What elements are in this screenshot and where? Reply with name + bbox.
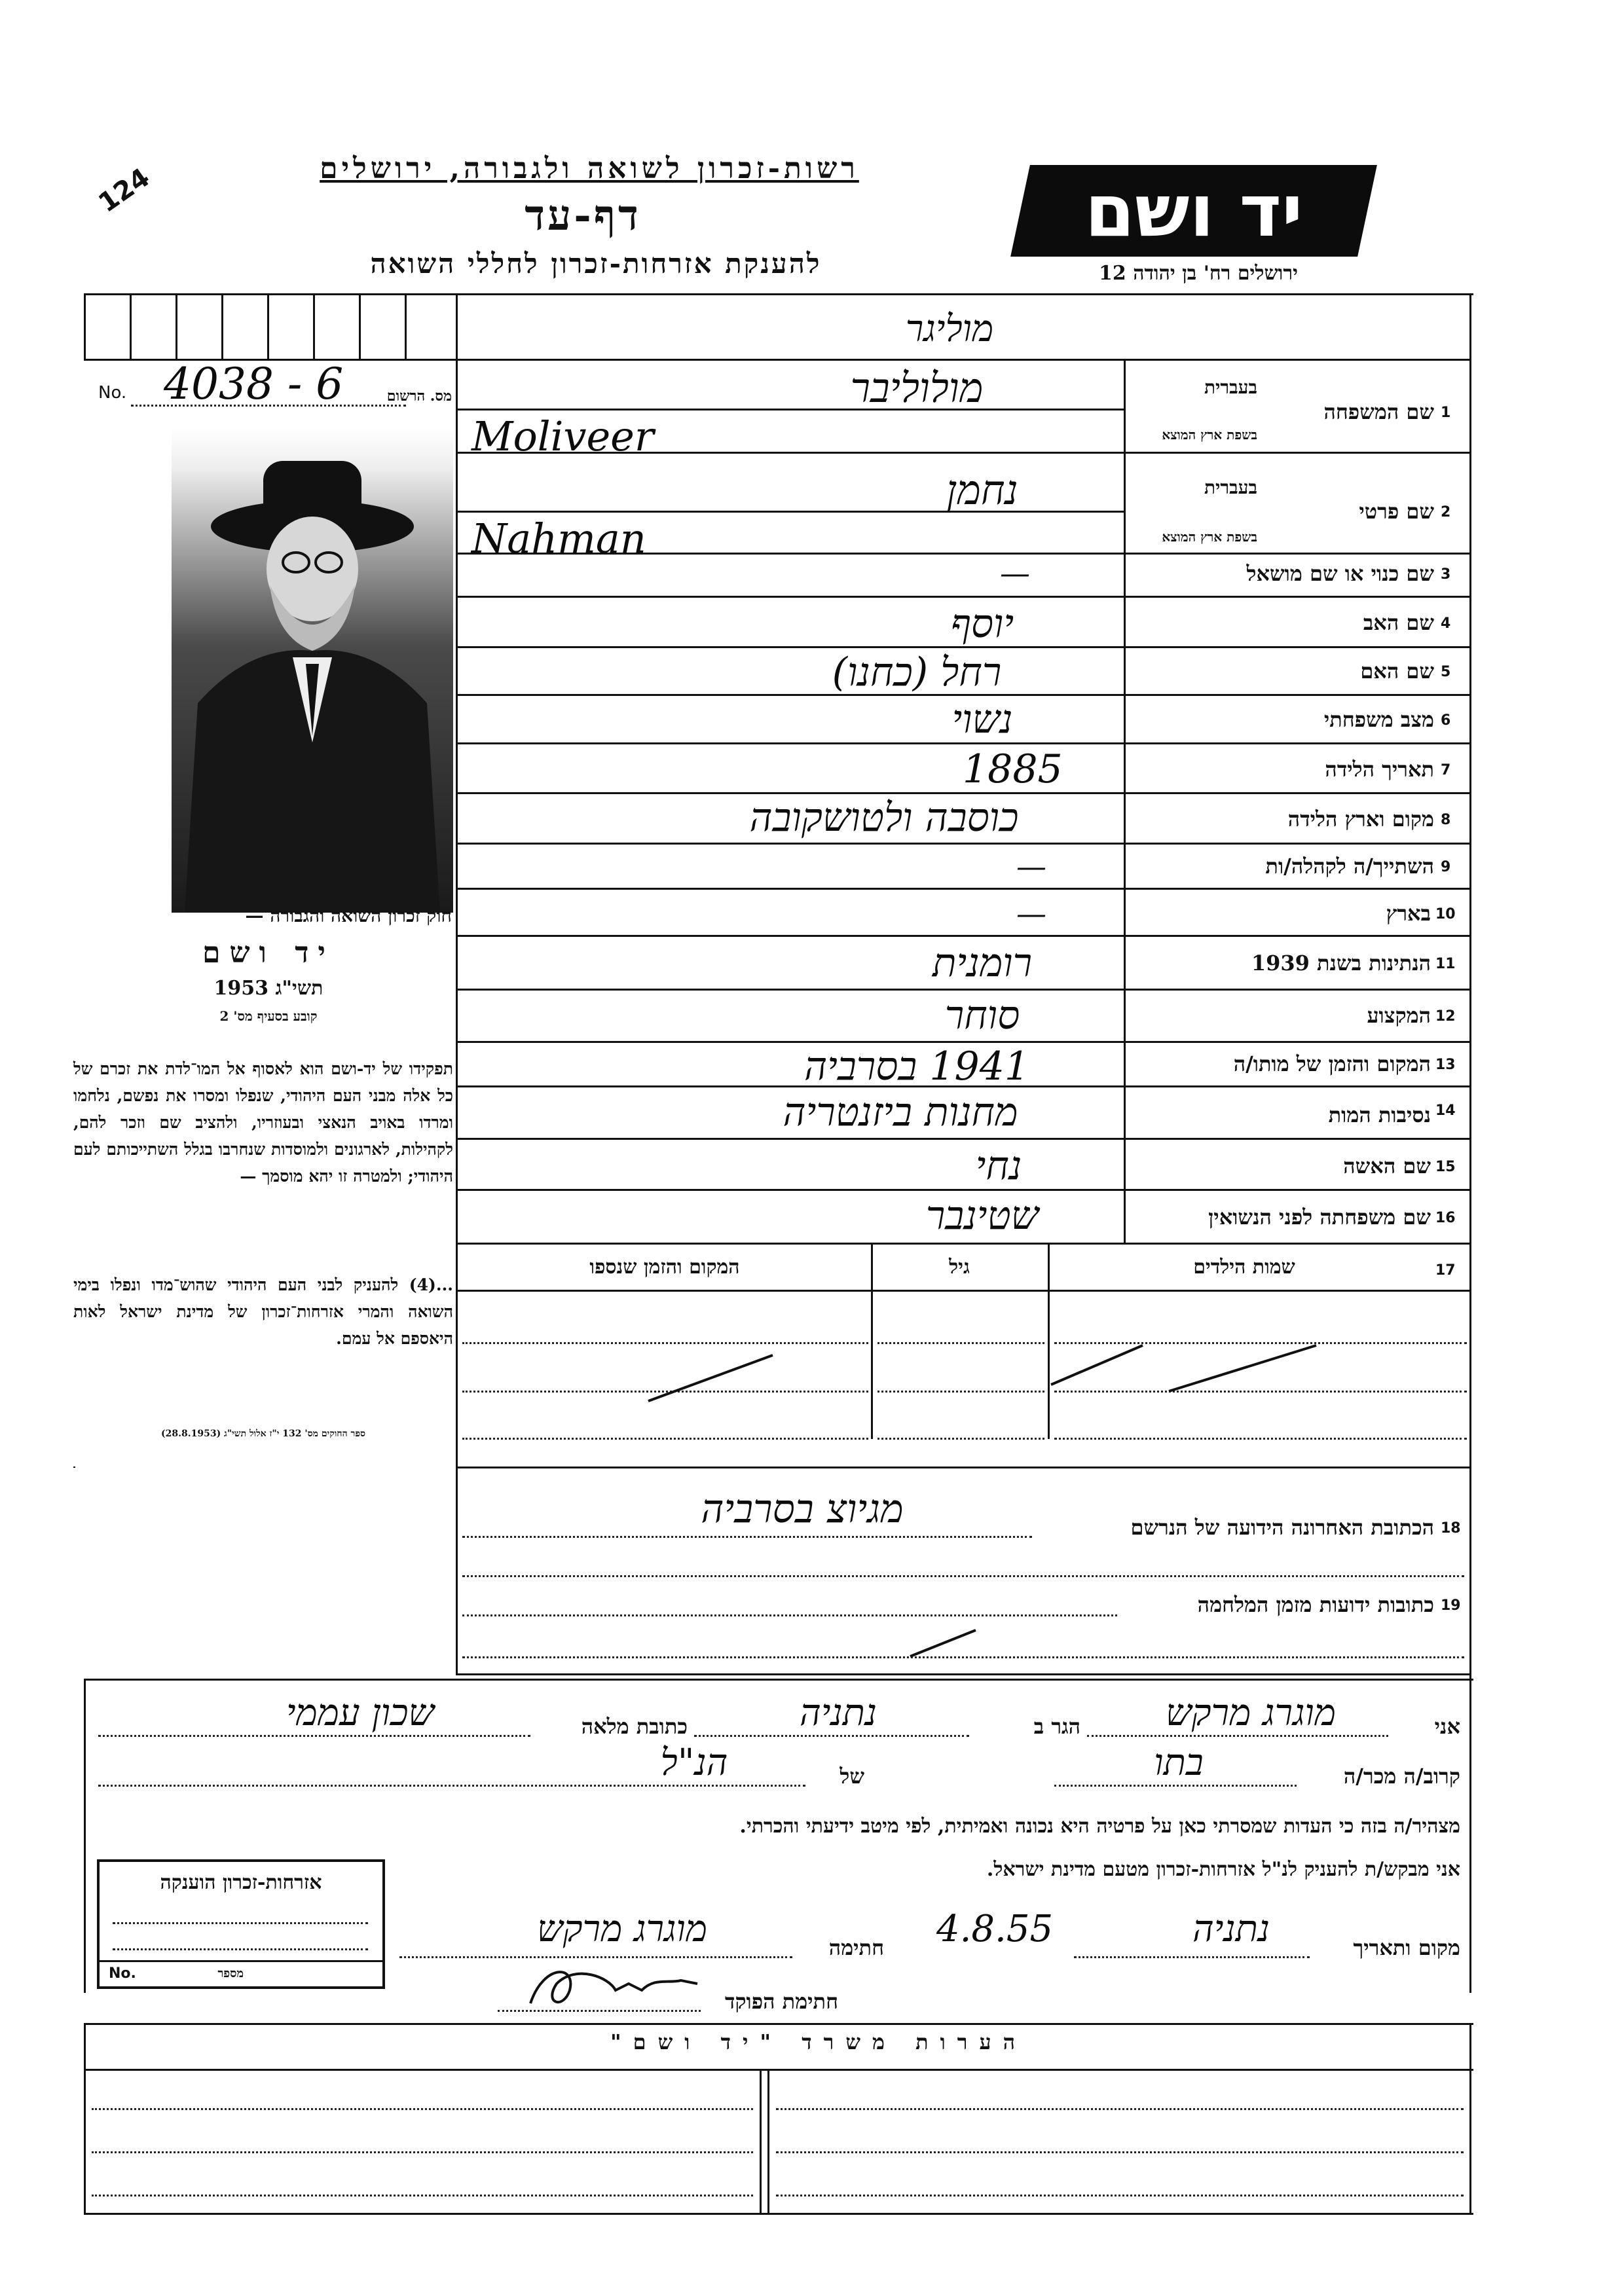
field-1-number: 1 xyxy=(1441,405,1451,421)
field-14-number: 14 xyxy=(1435,1102,1456,1119)
field-5-number: 5 xyxy=(1441,664,1451,680)
photo-caption-name: יד ושם xyxy=(202,936,335,970)
field-2-value-hebrew[interactable]: נחמן xyxy=(946,466,1018,514)
field-7-value[interactable]: 1885 xyxy=(963,746,1063,792)
field-10-number: 10 xyxy=(1435,906,1456,922)
field-16-number: 16 xyxy=(1435,1210,1456,1226)
registration-number-label: מס. הרשום xyxy=(386,388,452,405)
declarant-name-value[interactable]: מוגרג מרקש xyxy=(1165,1692,1337,1734)
declaration-gar-b: הגר ב xyxy=(1033,1714,1080,1739)
field-1-sub-origin: בשפת ארץ המוצא xyxy=(1162,427,1257,443)
signature-label: חתימה xyxy=(828,1935,884,1960)
logo-text: יד ושם xyxy=(1084,169,1303,253)
relative-label: קרוב/ה מכר/ה xyxy=(1343,1764,1460,1789)
children-col-place: המקום והזמן שנספו xyxy=(589,1256,740,1279)
field-16-value[interactable]: שטינבר xyxy=(925,1193,1039,1239)
photo-caption-year: תשי"ג 1953 xyxy=(213,977,323,1000)
field-10-value[interactable]: — xyxy=(1016,896,1046,931)
field-8-label: מקום וארץ הלידה xyxy=(1287,807,1434,831)
field-1-value-latin[interactable]: Moliveer xyxy=(471,412,654,460)
field-1-sub-hebrew: בעברית xyxy=(1204,376,1257,398)
portrait-photo xyxy=(172,428,453,913)
law-text-paragraph-2: ...(4) להעניק לבני העם היהודי שהוש־מדו ונפלו בימי השואה והמרי אזרחות־זכרון של מדינת ישראל לאות היאספם אל עמם. xyxy=(73,1275,453,1348)
field-2-value-latin[interactable]: Nahman xyxy=(471,515,646,562)
photo-caption-clause: קובע בסעיף מס' 2 xyxy=(219,1008,318,1024)
granted-stamp-title: אזרחות-זכרון הוענקה xyxy=(160,1871,322,1894)
field-13-value[interactable]: 1941 בסרביה xyxy=(803,1044,1030,1089)
field-8-value[interactable]: כוסבה ולטושקובה xyxy=(749,795,1019,841)
children-strike-marks xyxy=(458,1293,1470,1444)
corner-stamp-number: 124 xyxy=(93,162,156,219)
field-18-number: 18 xyxy=(1441,1520,1461,1537)
law-text-footnote: ספר החוקים מס' 132 י"ז אלול תשי"ג (28.8.1953) xyxy=(161,1429,365,1439)
field-8-number: 8 xyxy=(1441,812,1451,828)
field-9-value[interactable]: — xyxy=(1016,848,1046,884)
address: ירושלים רח' בן יהודה 12 xyxy=(1099,262,1298,285)
form-subtitle: להענקת אזרחות-זכרון לחללי השואה xyxy=(370,247,822,280)
of-label: של xyxy=(840,1764,864,1789)
place-value[interactable]: נתניה xyxy=(1192,1908,1270,1950)
registration-number-value: 4038 - 6 xyxy=(164,359,344,409)
field-1-label: שם המשפחה xyxy=(1323,399,1434,424)
officer-signature-label: חתימת הפוקד xyxy=(725,1989,838,2014)
field-12-number: 12 xyxy=(1435,1008,1456,1025)
field-7-number: 7 xyxy=(1441,762,1451,778)
field-19-label: כתובות ידועות מזמן המלחמה xyxy=(1197,1592,1434,1617)
field-19-strike-mark xyxy=(904,1624,982,1663)
field-6-number: 6 xyxy=(1441,712,1451,729)
field-4-number: 4 xyxy=(1441,615,1451,632)
of-value[interactable]: הנ"ל xyxy=(660,1741,728,1784)
photo-caption-law: חוק זכרון השואה והגבורה — xyxy=(245,905,452,926)
field-9-label: השתייך/ה לקהלה/ות xyxy=(1265,854,1434,879)
field-2-number: 2 xyxy=(1441,504,1451,520)
field-5-value[interactable]: רחל (כחנו) xyxy=(832,649,1002,695)
office-notes-title: הערות משרד "יד ושם" xyxy=(610,2030,1027,2054)
granted-stamp-box xyxy=(97,1859,385,1989)
registration-no-label: No. xyxy=(98,383,127,403)
field-12-value[interactable]: סוחר xyxy=(944,993,1020,1038)
field-16-label: שם משפחתה לפני הנשואין xyxy=(1208,1205,1431,1230)
field-1-value-hebrew[interactable]: מולוליבר xyxy=(850,364,984,412)
field-3-number: 3 xyxy=(1441,566,1451,583)
field-3-value[interactable]: — xyxy=(1000,555,1030,591)
field-18-value[interactable]: מגיוצ בסרביה xyxy=(701,1486,904,1532)
field-15-value[interactable]: נחי xyxy=(975,1143,1022,1189)
field-11-label: הנתינות בשנת 1939 xyxy=(1251,951,1431,975)
top-name-value: מוליגר xyxy=(905,308,994,350)
field-15-label: שם האשה xyxy=(1343,1154,1431,1178)
children-col-names: שמות הילדים xyxy=(1193,1256,1295,1279)
field-13-number: 13 xyxy=(1435,1057,1456,1073)
field-7-label: תאריך הלידה xyxy=(1325,757,1434,782)
form-title: דף-עד xyxy=(525,191,641,240)
field-14-label: נסיבות המות xyxy=(1328,1102,1431,1127)
granted-stamp-number-label: מספר xyxy=(217,1967,244,1980)
field-5-label: שם האם xyxy=(1360,659,1434,683)
field-6-label: מצב משפחתי xyxy=(1323,707,1434,732)
field-6-value[interactable]: נשוי xyxy=(951,697,1013,742)
full-address-label: כתובת מלאה xyxy=(581,1714,688,1739)
field-18-label: הכתובת האחרונה הידועה של הנרשם xyxy=(1130,1515,1434,1540)
field-2-sub-hebrew: בעברית xyxy=(1204,477,1257,498)
signature-value[interactable]: מוגרג מרקש xyxy=(536,1908,708,1950)
field-9-number: 9 xyxy=(1441,859,1451,875)
declaration-statement-1: מצהיר/ה בזה כי העדות שמסרתי כאן על פרטיה היא נכונה ואמיתית, לפי מיטב ידיעתי והכרתי. xyxy=(739,1815,1460,1838)
field-11-value[interactable]: רומנית xyxy=(932,940,1033,986)
yad-vashem-logo xyxy=(1010,165,1377,257)
officer-signature-scribble xyxy=(517,1958,714,2016)
field-4-value[interactable]: יוסף xyxy=(950,601,1014,647)
field-13-label: המקום והזמן של מותו/ה xyxy=(1233,1051,1431,1076)
declaration-statement-2: אני מבקש/ת להעניק לנ"ל אזרחות-זכרון מטעם מדינת ישראל. xyxy=(986,1858,1460,1881)
place-date-label: מקום ותאריך xyxy=(1353,1935,1460,1960)
field-17-number: 17 xyxy=(1435,1262,1456,1279)
field-10-label: בארץ xyxy=(1386,901,1431,926)
law-text-paragraph-1: תפקידו של יד-ושם הוא לאסוף אל המו־לדת את זכרם של כל אלה מבני העם היהודי, שנפלו ומסרו את נפשם, נלחמו ומרדו באויב הנאצי ובעוזריו, ולהציב שם וזכר להם, לקהילות, לארגונים ולמוסדות שנחרבו בגלל השתייכותם לעם היהודי; ולמטרה זו יהא מוסמך — xyxy=(73,1059,453,1186)
field-12-label: המקצוע xyxy=(1367,1003,1431,1028)
date-value[interactable]: 4.8.55 xyxy=(936,1908,1054,1950)
field-19-number: 19 xyxy=(1441,1597,1461,1614)
institution-line: רשות-זכרון לשואה ולגבורה, ירושלים xyxy=(320,152,859,185)
field-14-value[interactable]: מחנות ביזנטריה xyxy=(783,1089,1018,1135)
field-2-sub-origin: בשפת ארץ המוצא xyxy=(1162,529,1257,545)
field-15-number: 15 xyxy=(1435,1159,1456,1175)
children-col-age: גיל xyxy=(949,1256,970,1279)
field-3-label: שם כנוי או שם מושאל xyxy=(1246,561,1434,586)
portrait-figure xyxy=(172,428,453,913)
granted-stamp-no-label: No. xyxy=(109,1965,136,1982)
full-address-value[interactable]: שכון עממי xyxy=(286,1692,435,1734)
declarant-city-value[interactable]: נתניה xyxy=(799,1692,877,1734)
field-4-label: שם האב xyxy=(1363,610,1434,635)
declaration-ani: אני xyxy=(1434,1714,1460,1739)
relative-value[interactable]: בתו xyxy=(1154,1741,1204,1784)
field-11-number: 11 xyxy=(1435,956,1456,972)
field-2-label: שם פרטי xyxy=(1359,499,1434,524)
